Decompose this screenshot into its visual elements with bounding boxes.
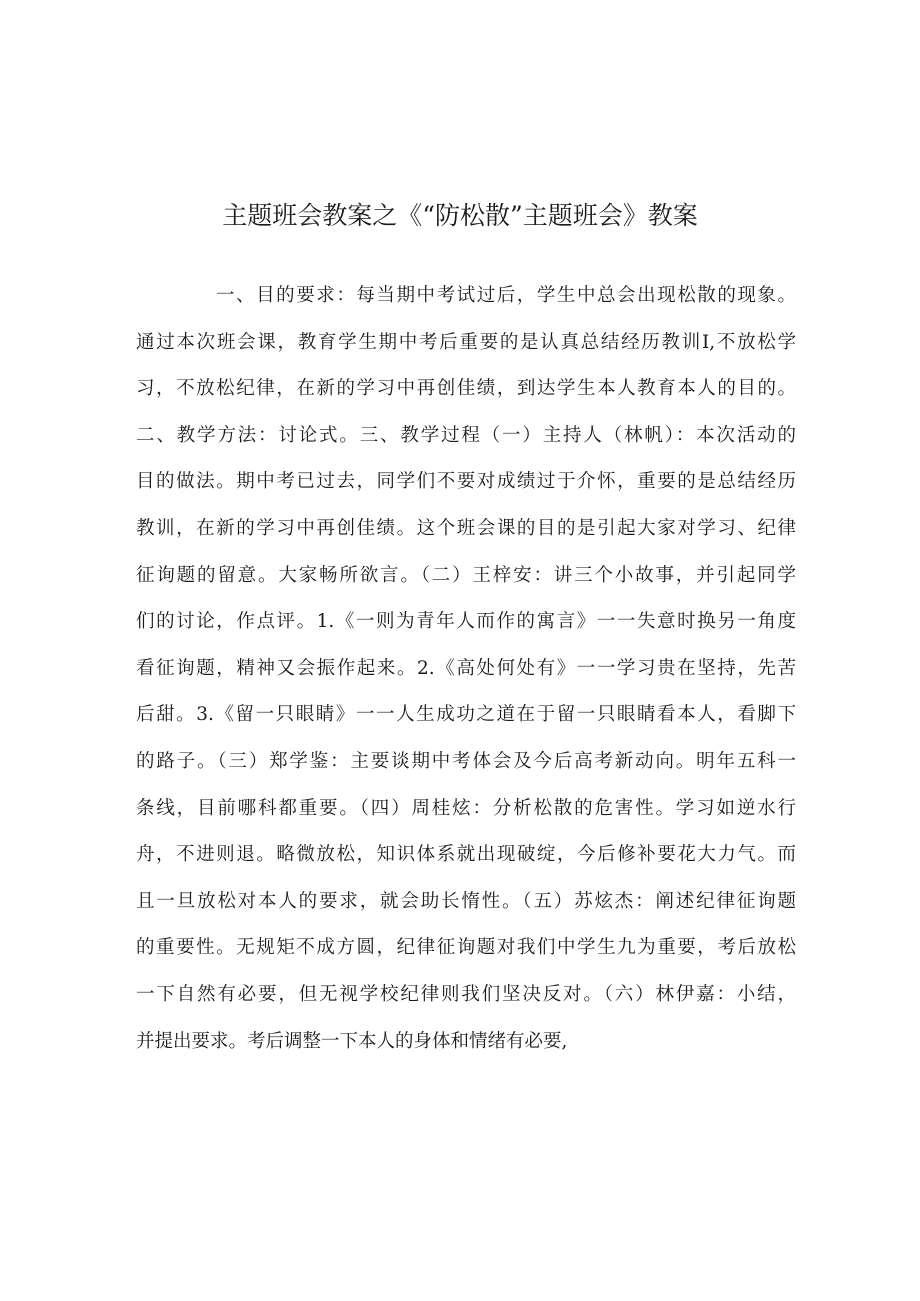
document-body [136,280,796,1072]
body-line: 看征询题，精神又会振作起来。2.《高处何处有》一一学习贵在坚持，先苦 [136,657,796,679]
body-line: 通过本次班会课，教育学生期中考后重要的是认真总结经历教训I,不放松学 [136,331,796,353]
body-line: 且一旦放松对本人的要求，就会助长惰性。（五）苏炫杰：阐述纪律征询题 [136,890,796,912]
body-line: 一、目的要求：每当期中考试过后，学生中总会出现松散的现象。 [216,285,796,306]
body-line: 教训，在新的学习中再创佳绩。这个班会课的目的是引起大家对学习、纪律 [136,517,796,539]
body-line: 征询题的留意。大家畅所欲言。（二）王梓安：讲三个小故事，并引起同学 [136,564,796,586]
body-line: 目的做法。期中考已过去，同学们不要对成绩过于介怀，重要的是总结经历 [136,471,796,493]
body-line: 舟，不进则退。略微放松，知识体系就出现破绽，今后修补要花大力气。而 [136,844,796,866]
body-line: 并提出要求。考后调整一下本人的身体和情绪有必要, [136,1030,568,1052]
body-line: 条线，目前哪科都重要。（四）周桂炫：分析松散的危害性。学习如逆水行 [136,797,796,819]
body-line: 一下自然有必要，但无视学校纪律则我们坚决反对。（六）林伊嘉：小结， [136,983,796,1005]
body-line: 习，不放松纪律，在新的学习中再创佳绩，到达学生本人教育本人的目的。 [136,378,796,400]
body-line: 后甜。3.《留一只眼睛》一一人生成功之道在于留一只眼睛看本人，看脚下 [136,704,796,726]
page-title: 主题班会教案之《“防松散”主题班会》教案 [222,201,698,230]
body-line: 的路子。（三）郑学鉴：主要谈期中考体会及今后高考新动向。明年五科一 [136,750,796,772]
body-line: 们的讨论，作点评。1.《一则为青年人而作的寓言》一一失意时换另一角度 [136,611,796,633]
body-line: 二、教学方法：讨论式。三、教学过程（一）主持人（林帆）：本次活动的 [136,424,796,446]
body-line: 的重要性。无规矩不成方圆，纪律征询题对我们中学生九为重要，考后放松 [136,937,796,959]
